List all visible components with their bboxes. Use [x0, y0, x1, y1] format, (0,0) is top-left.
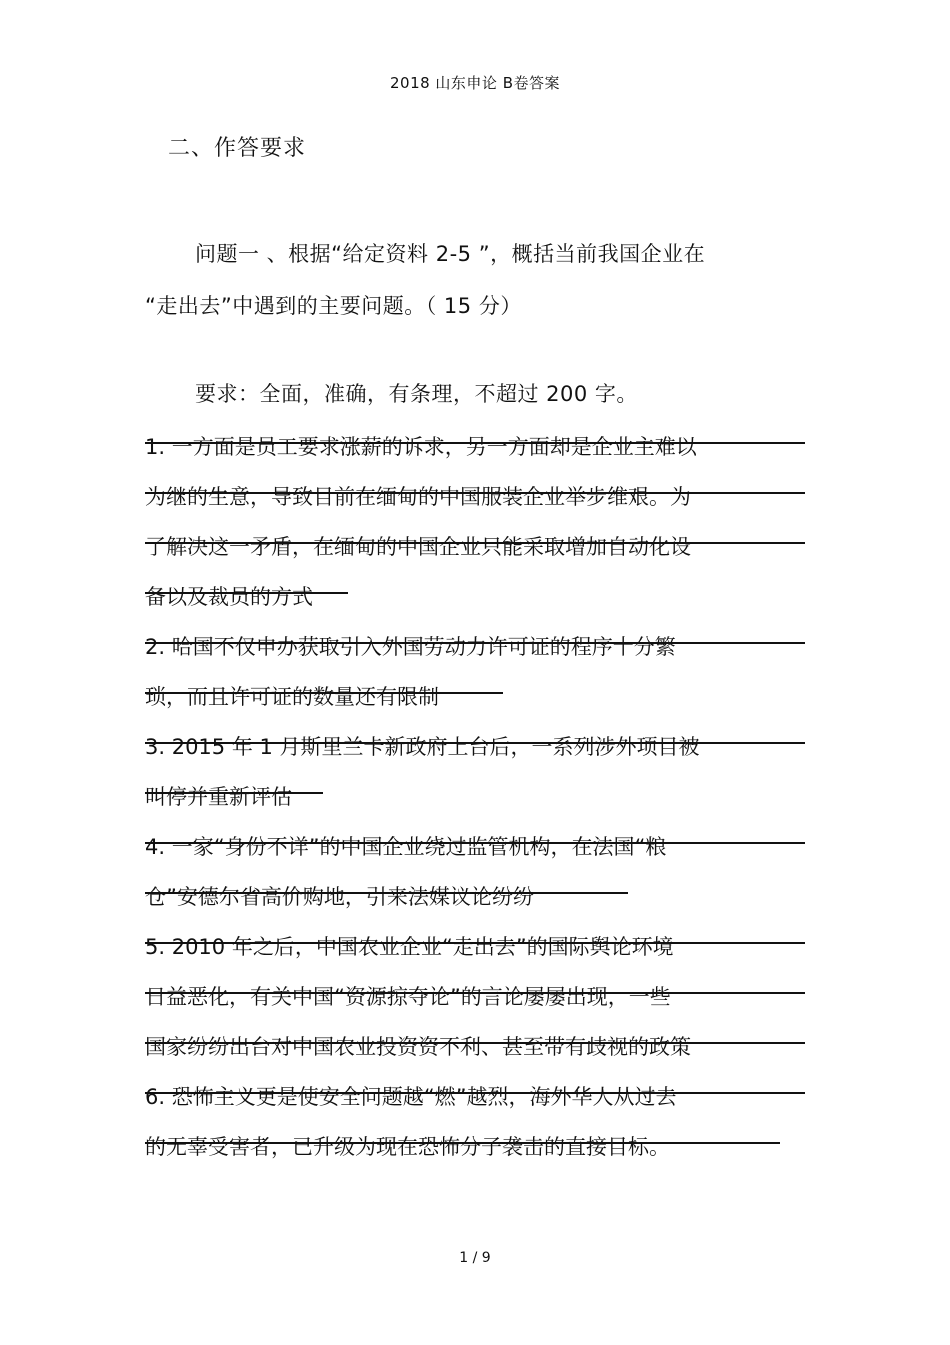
answer-line: [145, 1122, 805, 1172]
answer-line-text: 1. 一方面是员工要求涨薪的诉求，另一方面却是企业主难以: [145, 435, 697, 459]
answer-line: [145, 822, 805, 872]
answer-line-text: 备以及裁员的方式: [145, 585, 313, 609]
answer-line: [145, 772, 805, 822]
document-header: 2018 山东申论 B卷答案: [389, 74, 560, 92]
answer-line: [145, 722, 805, 772]
answer-block: [145, 422, 805, 1172]
answer-line: [145, 1072, 805, 1122]
requirement-text: 要求：全面，准确，有条理，不超过 200 字。: [195, 382, 638, 406]
answer-line-text: 仓”安德尔省高价购地，引来法媒议论纷纷: [145, 885, 534, 909]
question-line-2: “走出去”中遇到的主要问题。（ 15 分）: [145, 294, 522, 318]
answer-line-text: 的无辜受害者，已升级为现在恐怖分子袭击的直接目标。: [145, 1135, 670, 1159]
answer-line-text: 国家纷纷出台对中国农业投资资不利、甚至带有歧视的政策: [145, 1035, 691, 1059]
answer-line: [145, 522, 805, 572]
answer-line-text: 琐，而且许可证的数量还有限制: [145, 685, 439, 709]
page-number: 1 / 9: [459, 1250, 491, 1266]
answer-line-text: 为继的生意，导致目前在缅甸的中国服装企业举步维艰。为: [145, 485, 691, 509]
answer-line-text: 了解决这一矛盾，在缅甸的中国企业只能采取增加自动化设: [145, 535, 691, 559]
answer-line-text: 叫停并重新评估: [145, 785, 292, 809]
answer-line: [145, 422, 805, 472]
answer-line-text: 3. 2015 年 1 月斯里兰卡新政府上台后，一系列涉外项目被: [145, 735, 700, 759]
answer-line: [145, 472, 805, 522]
answer-line: [145, 972, 805, 1022]
question-line-1: 问题一 、根据“给定资料 2-5 ”，概括当前我国企业在: [195, 242, 706, 266]
answer-line: [145, 672, 805, 722]
answer-line: [145, 622, 805, 672]
answer-line-text: 6. 恐怖主义更是使安全问题越“燃”越烈，海外华人从过去: [145, 1085, 677, 1109]
answer-line-text: 2. 哈国不仅申办获取引入外国劳动力许可证的程序十分繁: [145, 635, 676, 659]
answer-line-text: 日益恶化，有关中国“资源掠夺论”的言论屡屡出现，一些: [145, 985, 671, 1009]
answer-line-text: 4. 一家“身份不详”的中国企业绕过监管机构，在法国“粮: [145, 835, 667, 859]
answer-line: [145, 572, 805, 622]
answer-line: [145, 872, 805, 922]
answer-line: [145, 922, 805, 972]
question-text: [145, 228, 805, 332]
answer-line: [145, 1022, 805, 1072]
section-title: 二、作答要求: [168, 136, 307, 161]
answer-line-text: 5. 2010 年之后，中国农业企业“走出去”的国际舆论环境: [145, 935, 674, 959]
